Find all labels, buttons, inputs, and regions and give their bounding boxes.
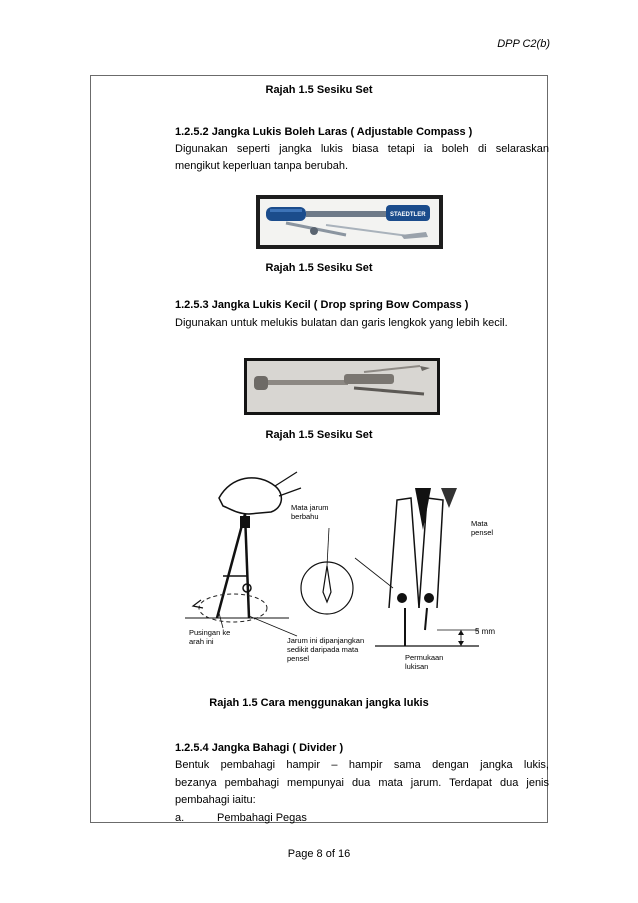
label-needle: berbahu [291,512,319,521]
compass-brand-label: STAEDTLER [390,212,426,218]
content-frame [90,75,548,823]
section-body-bow-compass [175,315,549,332]
list-item [175,810,549,827]
list-marker: a. [175,811,185,824]
label-surface: Permukaan [405,653,444,662]
section-body-divider [175,757,549,827]
section-title-adjustable-compass: 1.2.5.2 Jangka Lukis Boleh Laras ( Adjustable Compass ) [175,126,473,138]
label-needle-note: Jarum ini dipanjangkan [287,636,365,645]
label-needle: Mata jarum [291,503,329,512]
label-rotation: Pusingan ke [189,628,231,637]
paragraph-line: Bentuk pembahagi hampir – hampir sama dengan jangka lukis, [175,759,549,771]
paragraph-line: Digunakan untuk melukis bulatan dan garis lengkok yang lebih kecil. [175,317,508,329]
label-needle-note: sedikit daripada mata [287,645,359,654]
compass-usage-diagram [179,468,501,678]
label-distance: 5 mm [475,627,495,636]
label-pencil: Mata [471,519,488,528]
bow-compass-photo [244,358,440,415]
paragraph-line: bezanya pembahagi mempunyai dua mata jarum. Terdapat dua jenis [175,776,549,789]
label-pencil: pensel [471,528,494,537]
section-body-adjustable-compass [175,141,549,175]
figure-caption: Rajah 1.5 Sesiku Set [265,262,373,274]
figure-caption: Rajah 1.5 Cara menggunakan jangka lukis [209,697,429,709]
paragraph-line: Digunakan seperti jangka lukis biasa tetapi ia boleh di selaraskan [175,143,549,155]
label-rotation: arah ini [189,637,214,646]
list-text: Pembahagi Pegas [217,811,307,824]
label-surface: lukisan [405,662,429,671]
figure-caption: Rajah 1.5 Sesiku Set [265,84,373,96]
figure-caption: Rajah 1.5 Sesiku Set [265,429,373,441]
section-title-divider: 1.2.5.4 Jangka Bahagi ( Divider ) [175,742,344,754]
page-number: Page 8 of 16 [287,848,351,860]
document-code: DPP C2(b) [497,38,550,50]
paragraph-line: mengikut keperluan tanpa berubah. [175,160,349,172]
paragraph-line: pembahagi iaitu: [175,794,256,806]
adjustable-compass-photo [256,195,443,249]
section-title-bow-compass: 1.2.5.3 Jangka Lukis Kecil ( Drop spring Bow Compass ) [175,299,469,311]
label-needle-note: pensel [287,654,310,663]
